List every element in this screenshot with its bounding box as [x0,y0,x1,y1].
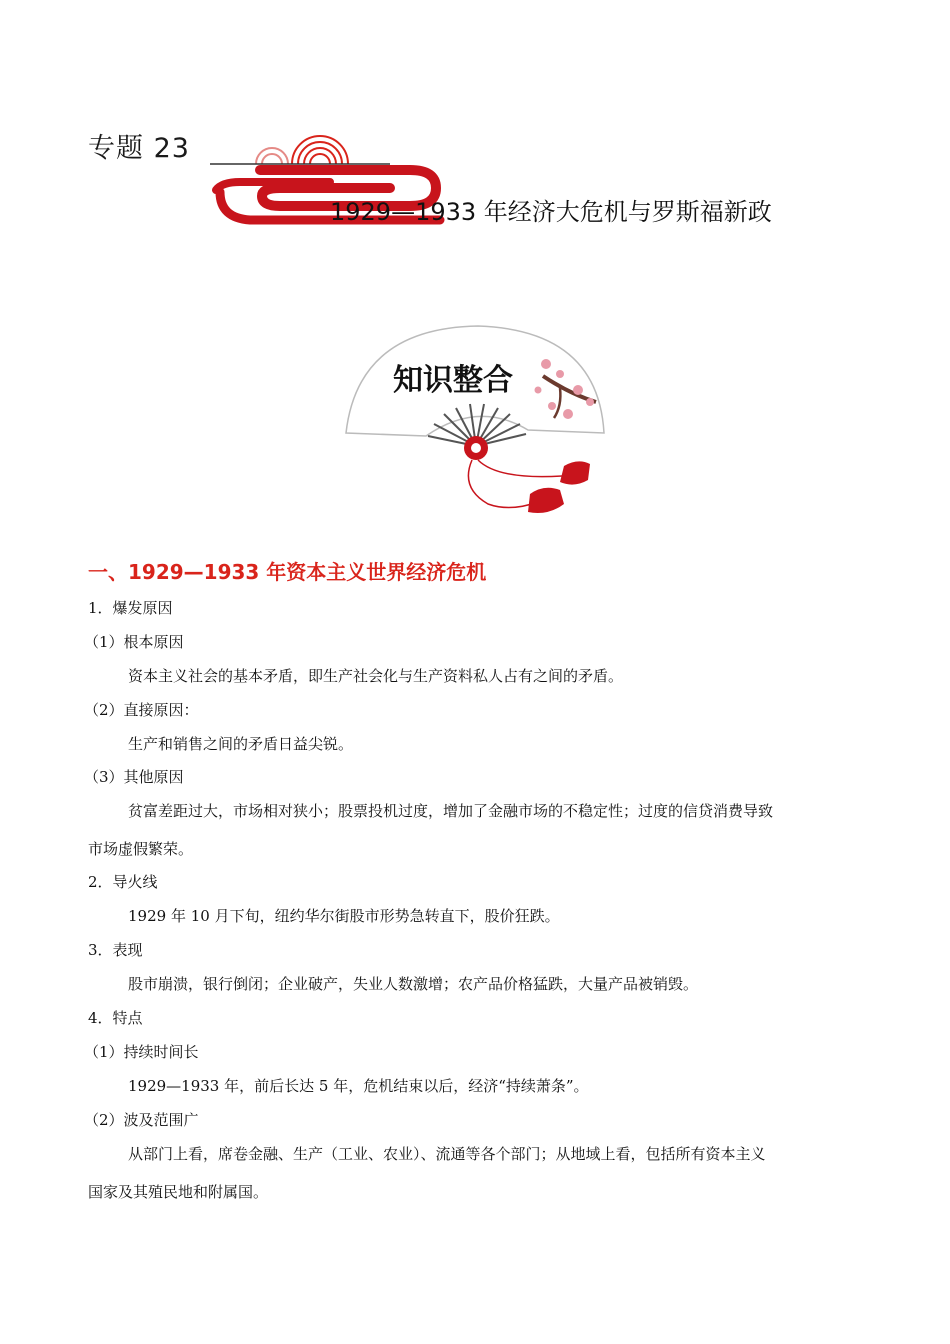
subheading: 2．导火线 [88,873,158,891]
topic-label: 专题 23 [88,133,190,164]
sub-subheading: （1）持续时间长 [84,1043,199,1061]
subheading: 3．表现 [88,941,143,959]
badge-text: 知识整合 [393,363,513,398]
paragraph-continuation: 国家及其殖民地和附属国。 [88,1183,269,1201]
fan-icon [338,318,613,528]
paragraph: 股市崩溃，银行倒闭；企业破产，失业人数激增；农产品价格猛跌，大量产品被销毁。 [128,975,699,993]
paragraph: 1929—1933 年，前后长达 5 年，危机结束以后，经济“持续萧条”。 [128,1077,589,1095]
paragraph: 资本主义社会的基本矛盾，即生产社会化与生产资料私人占有之间的矛盾。 [128,667,624,685]
sub-subheading: （3）其他原因 [84,768,184,786]
document-title: 1929—1933 年经济大危机与罗斯福新政 [330,198,772,226]
sub-subheading: （2）直接原因： [84,701,199,719]
sub-subheading: （1）根本原因 [84,633,184,651]
paragraph: 1929 年 10 月下旬，纽约华尔街股市形势急转直下，股价狂跌。 [128,907,560,925]
sub-subheading: （2）波及范围广 [84,1111,199,1129]
paragraph: 贫富差距过大，市场相对狭小；股票投机过度，增加了金融市场的不稳定性；过度的信贷消费导致 [128,802,774,820]
section-heading: 一、1929—1933 年资本主义世界经济危机 [88,560,487,584]
paragraph: 生产和销售之间的矛盾日益尖锐。 [128,735,354,753]
subheading: 1．爆发原因 [88,599,173,617]
subheading: 4．特点 [88,1009,143,1027]
paragraph: 从部门上看，席卷金融、生产（工业、农业）、流通等各个部门；从地域上看，包括所有资本主义 [128,1145,766,1163]
paragraph-continuation: 市场虚假繁荣。 [88,840,194,858]
